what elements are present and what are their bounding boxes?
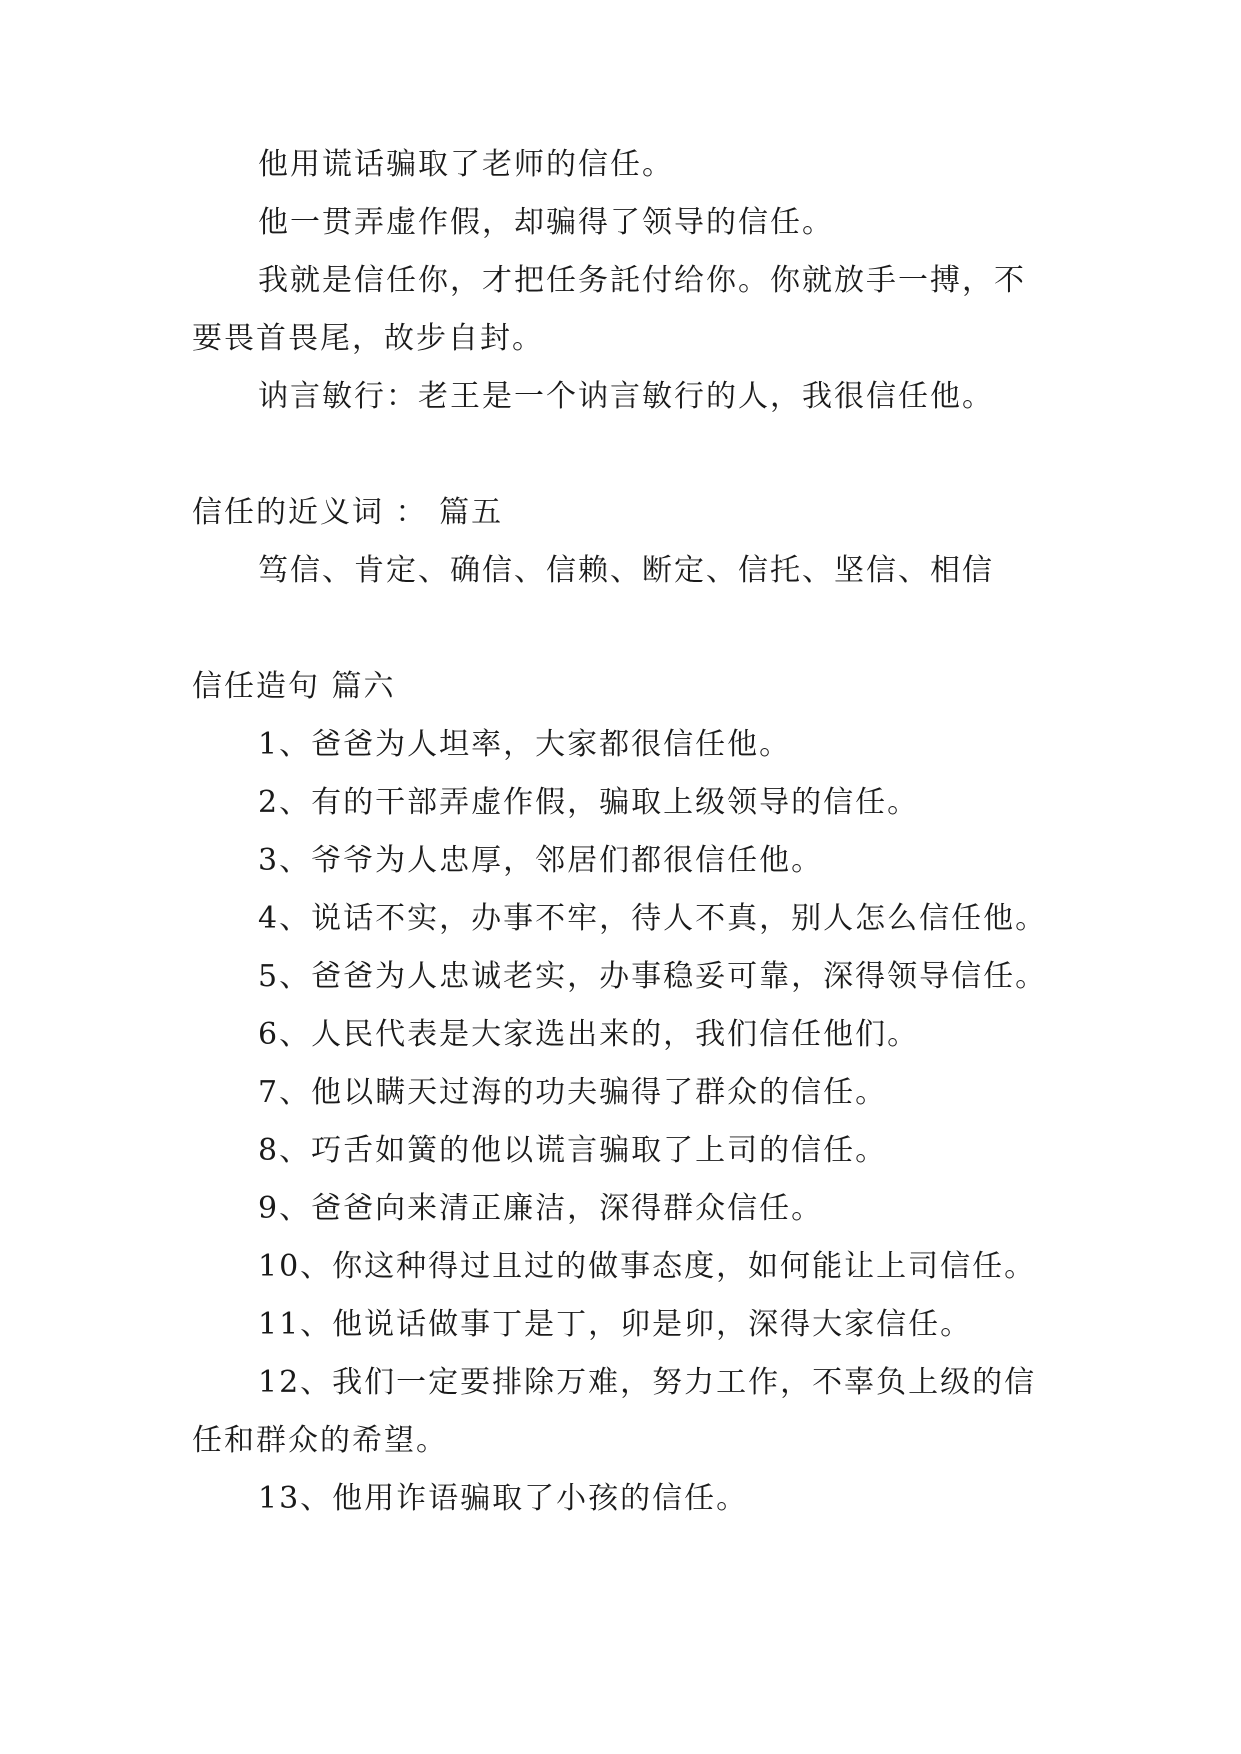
section-heading-five: 信任的近义词 ： 篇五 [192, 495, 504, 530]
list-item: 12、我们一定要排除万难，努力工作，不辜负上级的信 [258, 1365, 1037, 1400]
list-item: 13、他用诈语骗取了小孩的信任。 [258, 1481, 749, 1516]
list-item: 4、说话不实，办事不牢，待人不真，别人怎么信任他。 [258, 901, 1048, 936]
paragraph: 讷言敏行：老王是一个讷言敏行的人，我很信任他。 [258, 379, 994, 414]
list-item: 11、他说话做事丁是丁，卯是卯，深得大家信任。 [258, 1307, 973, 1342]
list-item: 1、爸爸为人坦率，大家都很信任他。 [258, 727, 792, 762]
paragraph: 他一贯弄虚作假，却骗得了领导的信任。 [258, 205, 834, 240]
list-item: 2、有的干部弄虚作假，骗取上级领导的信任。 [258, 785, 920, 820]
synonym-list: 笃信、肯定、确信、信赖、断定、信托、坚信、相信 [258, 553, 994, 588]
list-item: 7、他以瞒天过海的功夫骗得了群众的信任。 [258, 1075, 888, 1110]
list-item: 8、巧舌如簧的他以谎言骗取了上司的信任。 [258, 1133, 888, 1168]
list-item-continuation: 任和群众的希望。 [192, 1423, 448, 1458]
section-heading-six: 信任造句 篇六 [192, 669, 396, 704]
list-item: 5、爸爸为人忠诚老实，办事稳妥可靠，深得领导信任。 [258, 959, 1048, 994]
list-item: 9、爸爸向来清正廉洁，深得群众信任。 [258, 1191, 824, 1226]
list-item: 6、人民代表是大家选出来的，我们信任他们。 [258, 1017, 920, 1052]
paragraph: 他用谎话骗取了老师的信任。 [258, 147, 674, 182]
list-item: 10、你这种得过且过的做事态度，如何能让上司信任。 [258, 1249, 1037, 1284]
paragraph-continuation: 要畏首畏尾，故步自封。 [192, 321, 544, 356]
paragraph: 我就是信任你，才把任务託付给你。你就放手一搏，不 [258, 263, 1026, 298]
list-item: 3、爷爷为人忠厚，邻居们都很信任他。 [258, 843, 824, 878]
